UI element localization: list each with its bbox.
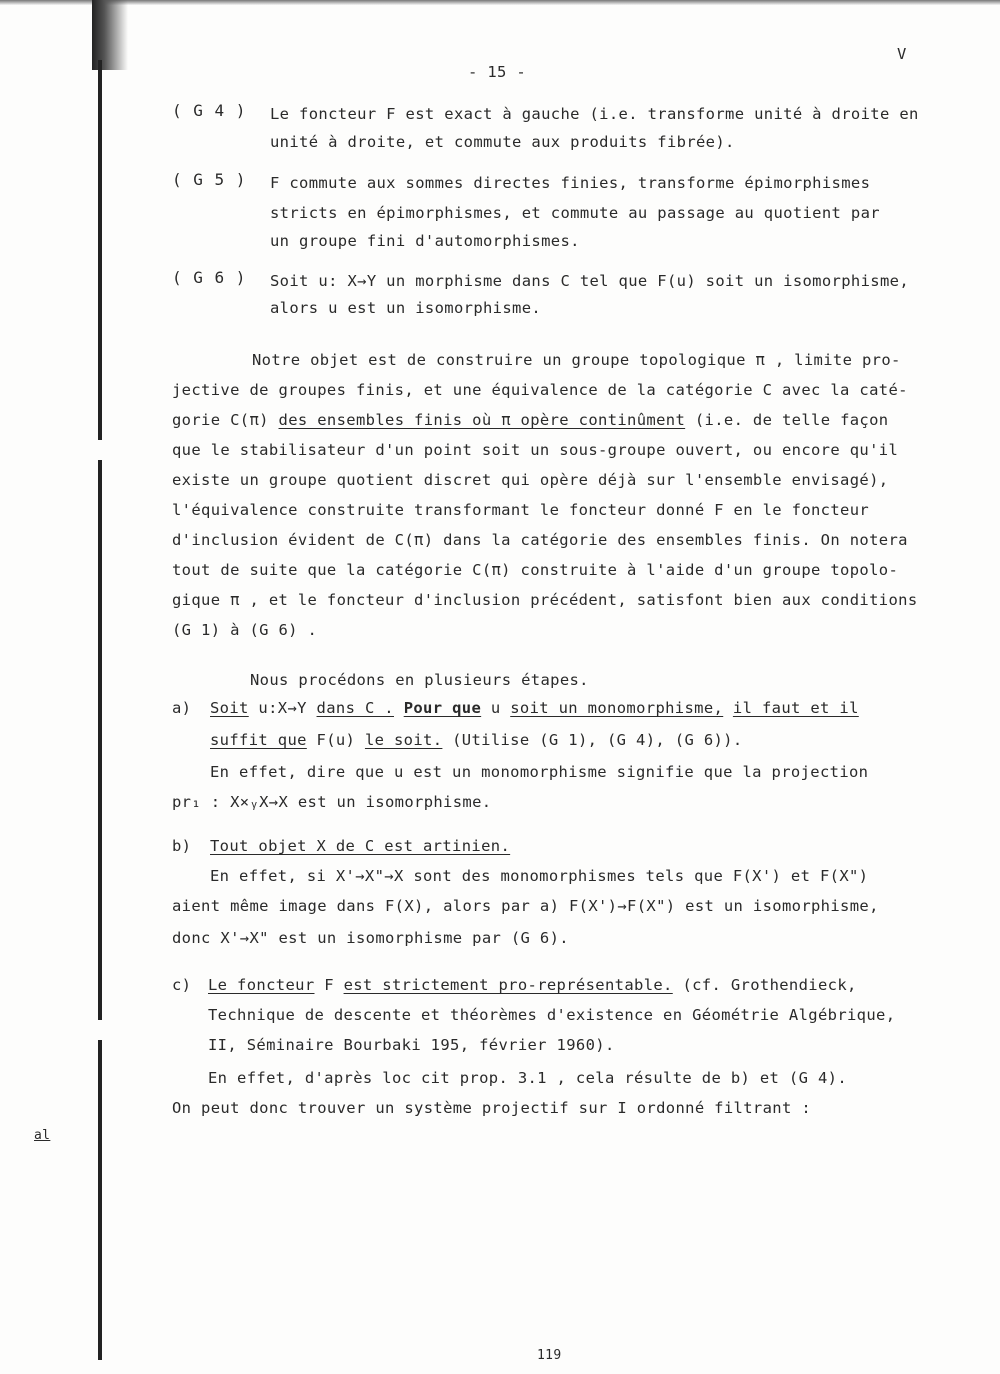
axiom-g4-line-1: Le foncteur F est exact à gauche (i.e. transforme unité à droite en [270,105,919,123]
axiom-label-g6: ( G 6 ) [172,268,247,287]
step-c-marker: c) [172,976,192,994]
step-a-soit: Soit [210,699,249,717]
page-top-edge [0,0,1000,5]
step-c-line-1 [208,975,857,995]
step-c-cf: (cf. Grothendieck, [682,976,857,994]
step-a-soit-mono: soit un monomorphisme, [510,699,724,717]
objective-line-7: d'inclusion évident de C(π) dans la catégorie des ensembles finis. On notera [172,531,908,549]
step-c-line-2: Technique de descente et théorèmes d'existence en Géométrie Algébrique, [208,1006,896,1024]
step-b-title: Tout objet X de C est artinien. [210,837,511,855]
ie-clause: (i.e. de telle façon [694,411,889,429]
step-a-line-2 [210,730,743,750]
step-c-f: F [324,976,334,994]
binding-bar-lower [98,1040,102,1360]
binding-shadow [92,0,110,1374]
step-c-line-3: II, Séminaire Bourbaki 195, février 1960). [208,1036,615,1054]
page-number: - 15 - [468,63,527,81]
roman-numeral: V [897,45,907,63]
step-a-suffit: suffit que [210,731,307,749]
objective-line-8: tout de suite que la catégorie C(π) construite à l'aide d'un groupe topolo- [172,561,899,579]
axiom-g5-line-3: un groupe fini d'automorphismes. [270,232,580,250]
objective-line-5: existe un groupe quotient discret qui opère déjà sur l'ensemble envisagé), [172,471,889,489]
category-c-pi: gorie C(π) [172,411,269,429]
objective-line-1: Notre objet est de construire un groupe topologique π , limite pro- [252,351,901,369]
finite-sets-phrase: des ensembles finis où π opère continûment [278,411,686,429]
step-a-marker: a) [172,699,192,717]
objective-line-10: (G 1) à (G 6) . [172,621,318,639]
steps-intro: Nous procédons en plusieurs étapes. [250,671,589,689]
step-b-line-3: aient même image dans F(X), alors par a) F(X')→F(X") est un isomorphisme, [172,897,879,915]
step-c-line-4: En effet, d'après loc cit prop. 3.1 , cela résulte de b) et (G 4). [208,1069,847,1087]
objective-line-4: que le stabilisateur d'un point soit un sous-groupe ouvert, ou encore qu'il [172,441,899,459]
binding-bar-middle [98,460,102,1020]
axiom-label-g5: ( G 5 ) [172,170,247,189]
step-b-line-2: En effet, si X'→X"→X sont des monomorphismes tels que F(X') et F(X") [210,867,869,885]
step-c-pro-representable: est strictement pro-représentable. [343,976,673,994]
step-a-morphism: u:X→Y [258,699,307,717]
step-c-le-foncteur: Le foncteur [208,976,315,994]
axiom-g5-line-1: F commute aux sommes directes finies, transforme épimorphismes [270,174,871,192]
footer-number: 119 [537,1348,562,1363]
objective-line-9: gique π , et le foncteur d'inclusion précédent, satisfont bien aux conditions [172,591,918,609]
step-a-fu: F(u) [316,731,356,749]
axiom-g6-line-2: alors u est un isomorphisme. [270,299,542,317]
step-a-le-soit: le soit. [364,731,443,749]
objective-line-6: l'équivalence construite transformant le foncteur donné F en le foncteur [172,501,870,519]
step-b-line-4: donc X'→X" est un isomorphisme par (G 6). [172,929,569,947]
step-b-marker: b) [172,837,192,855]
step-a-utilise: (Utilise (G 1), (G 4), (G 6)). [452,731,743,749]
step-a-line-4: pr₁ : X×ᵧX→X est un isomorphisme. [172,793,492,811]
step-a-line-1 [210,698,859,718]
axiom-g5-line-2: stricts en épimorphismes, et commute au passage au quotient par [270,204,880,222]
step-c-line-5: On peut donc trouver un système projectif sur I ordonné filtrant : [172,1099,811,1117]
objective-line-3 [172,410,888,430]
objective-line-2: jective de groupes finis, et une équivalence de la catégorie C avec la caté- [172,381,908,399]
step-a-il-faut: il faut et il [732,699,859,717]
axiom-g4-line-2: unité à droite, et commute aux produits fibrée). [270,133,735,151]
binding-bar-upper [98,60,102,440]
step-a-dans: dans C . [316,699,394,717]
step-a-line-3: En effet, dire que u est un monomorphisme signifie que la projection [210,763,869,781]
axiom-g6-line-1: Soit u: X→Y un morphisme dans C tel que F(u) soit un isomorphisme, [270,272,909,290]
margin-note: al [34,1128,51,1143]
step-a-u: u [490,699,501,717]
axiom-label-g4: ( G 4 ) [172,101,247,120]
step-a-pour-que: Pour que [403,699,482,717]
